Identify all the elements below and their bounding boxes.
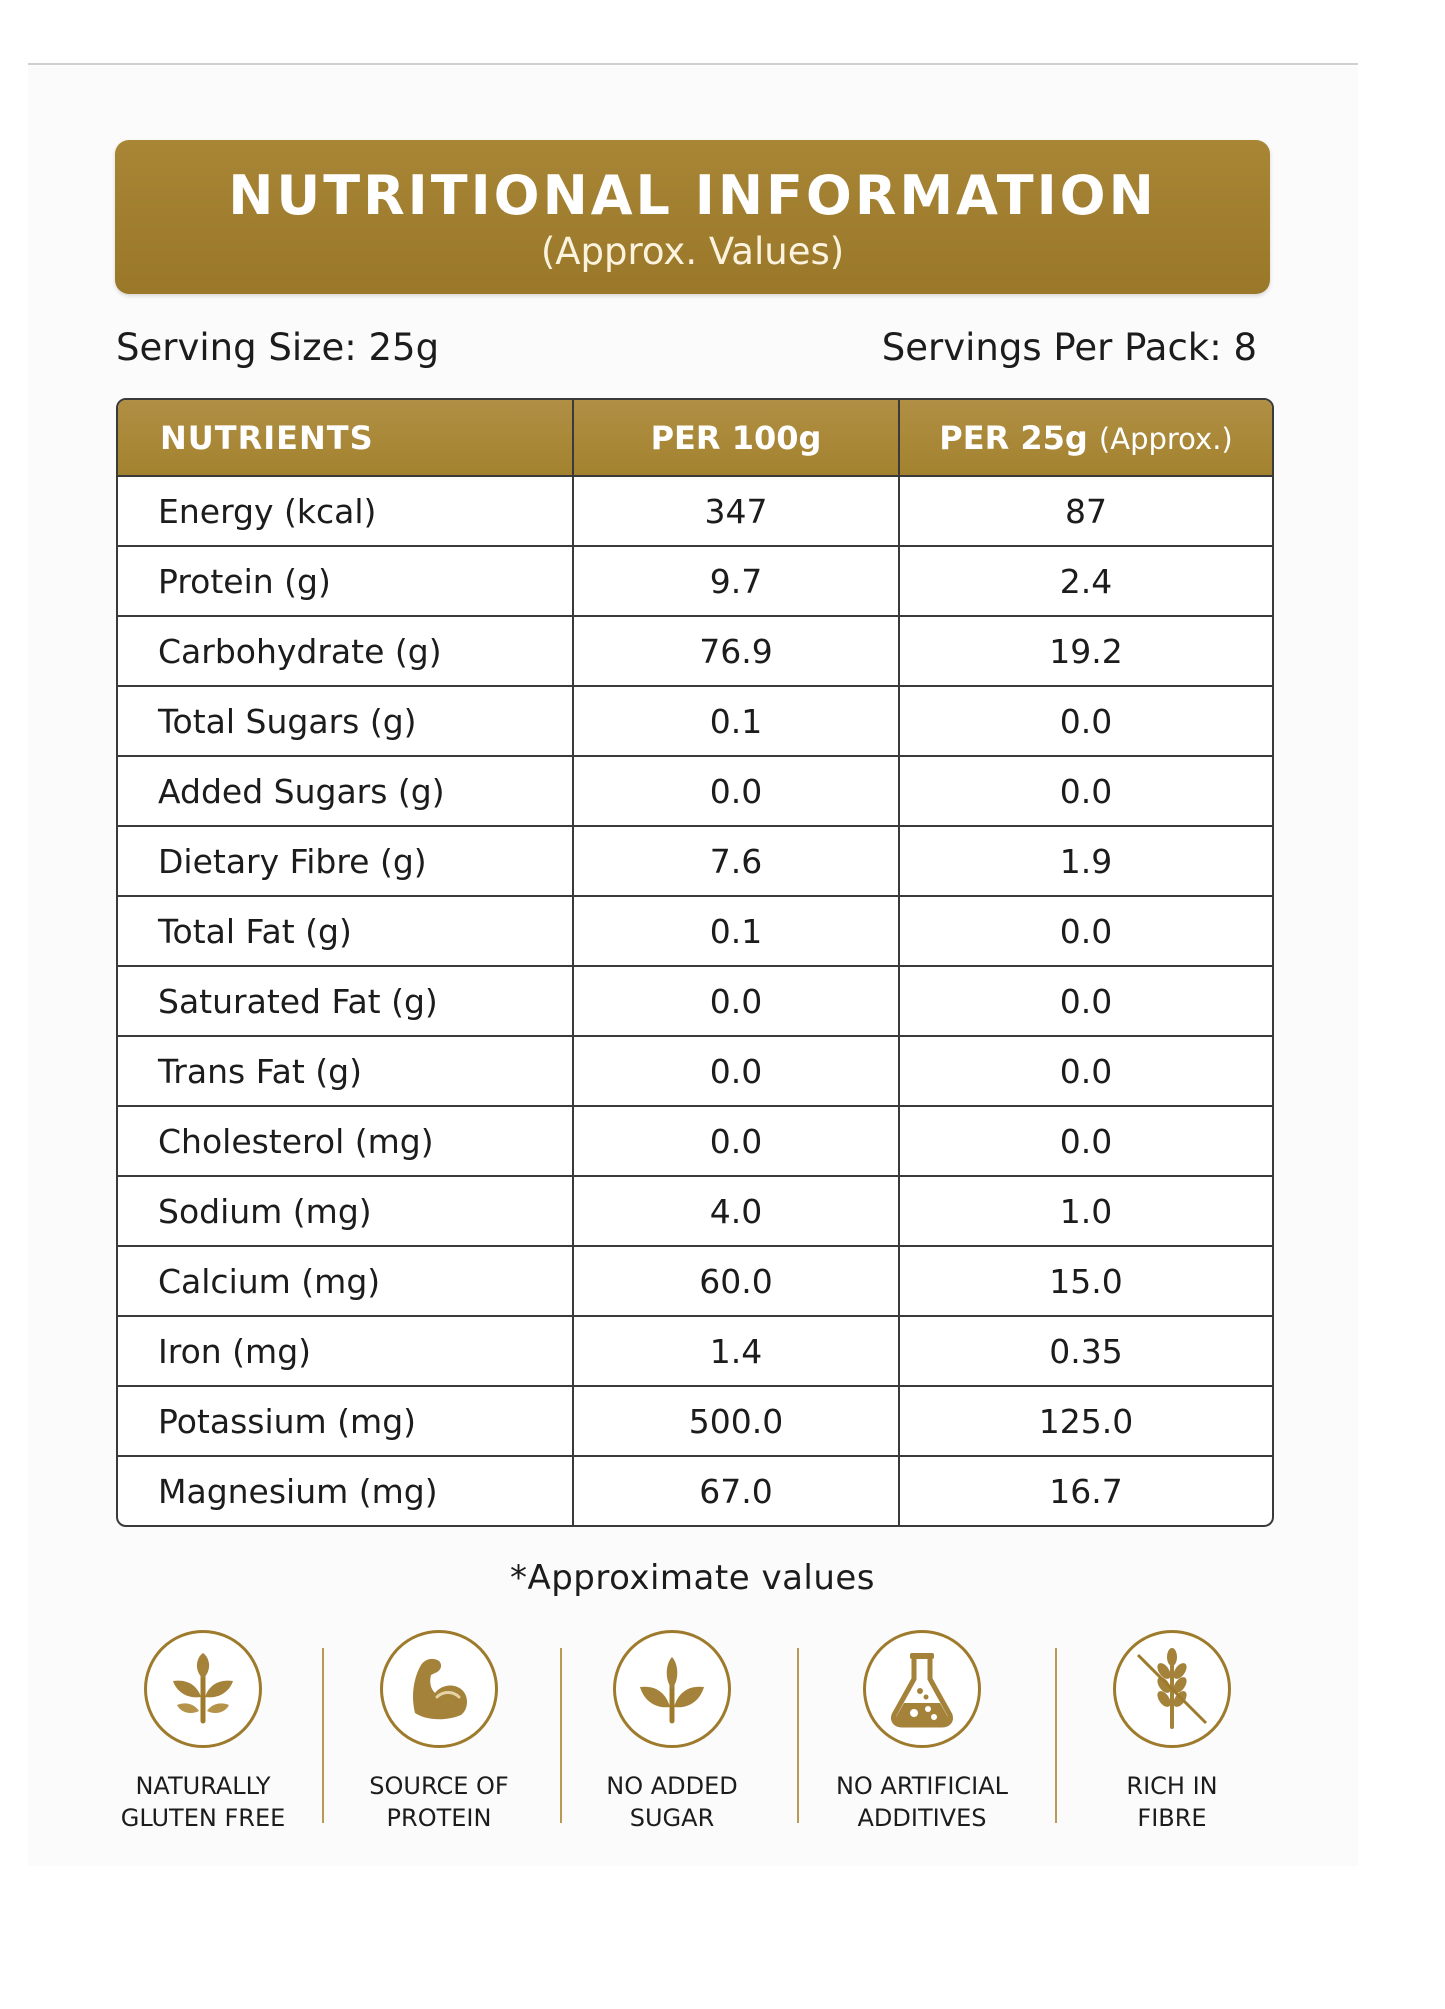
nutrient-name: Saturated Fat (g) [118,967,574,1037]
value-per-100g: 60.0 [574,1247,900,1317]
footnote: *Approximate values [509,1558,876,1598]
badge-label-line2: FIBRE [1137,1804,1207,1832]
table-row [118,617,1272,687]
table-row [118,757,1272,827]
table-row [118,1317,1272,1387]
badge-separator [797,1648,799,1823]
nutrition-table [116,398,1274,1527]
badge-label-line1: NATURALLY [135,1772,271,1800]
badge-no-added-sugar [572,1630,772,1834]
badge-icon-circle [380,1630,498,1748]
value-per-100g: 67.0 [574,1457,900,1525]
leaf-sprout-icon [632,1649,712,1729]
nutrient-name: Calcium (mg) [118,1247,574,1317]
value-per-25g: 0.0 [900,757,1272,827]
value-per-100g: 0.0 [574,757,900,827]
nutrient-name: Iron (mg) [118,1317,574,1387]
wheat-crossed-icon [1124,1641,1220,1737]
badge-label-line1: RICH IN [1126,1772,1218,1800]
value-per-25g: 0.0 [900,897,1272,967]
badge-icon-circle [613,1630,731,1748]
table-row [118,547,1272,617]
value-per-100g: 0.0 [574,1107,900,1177]
value-per-25g: 16.7 [1049,1471,1123,1511]
badge-gluten-free [103,1630,303,1834]
badge-separator [322,1648,324,1823]
badge-label-line2: SUGAR [629,1804,715,1832]
title-banner [115,140,1270,294]
nutrient-name: Total Fat (g) [118,897,574,967]
nutrient-name: Energy (kcal) [118,477,574,547]
badge-label-line2: GLUTEN FREE [120,1804,286,1832]
value-per-100g: 0.1 [574,897,900,967]
badge-no-artificial-additives [822,1630,1022,1834]
header-nutrients: NUTRIENTS [118,400,574,477]
badge-icon-circle [144,1630,262,1748]
nutrient-name: Magnesium (mg) [118,1457,574,1525]
serving-size: Serving Size: 25g [116,326,440,369]
badge-separator [560,1648,562,1823]
table-row [118,687,1272,757]
value-per-25g: 0.0 [900,967,1272,1037]
nutrient-name: Sodium (mg) [118,1177,574,1247]
value-per-100g: 0.1 [574,687,900,757]
flexed-arm-icon [397,1647,481,1731]
table-row [118,477,1272,547]
header-per-100g: PER 100g [574,400,900,477]
nutrient-name: Added Sugars (g) [118,757,574,827]
header-per-25g-label: PER 25g [939,418,1088,457]
value-per-100g: 0.0 [574,967,900,1037]
value-per-25g: 1.9 [900,827,1272,897]
lab-flask-icon [880,1647,964,1731]
page-subtitle: (Approx. Values) [540,230,845,273]
badge-icon-circle [863,1630,981,1748]
badge-label [822,1770,1022,1834]
badge-label [572,1770,772,1834]
badge-separator [1055,1648,1057,1823]
nutrient-name: Cholesterol (mg) [118,1107,574,1177]
servings-per-pack: Servings Per Pack: 8 [881,326,1257,369]
table-row [118,1457,1272,1525]
badge-label-line2: PROTEIN [386,1804,492,1832]
value-per-100g: 500.0 [574,1387,900,1457]
badge-label-line1: SOURCE OF [369,1772,509,1800]
value-per-25g: 125.0 [900,1387,1272,1457]
table-row [118,1107,1272,1177]
value-per-25g: 2.4 [900,547,1272,617]
badge-rich-in-fibre [1072,1630,1272,1834]
nutrient-name: Protein (g) [118,547,574,617]
plant-sprout-icon [163,1649,243,1729]
table-row [118,1387,1272,1457]
table-row [118,1037,1272,1107]
header-per-25g-note: (Approx.) [1098,421,1233,456]
badge-icon-circle [1113,1630,1231,1748]
value-per-100g: 347 [574,477,900,547]
nutrient-name: Trans Fat (g) [118,1037,574,1107]
value-per-25g: 0.35 [900,1317,1272,1387]
nutrient-name: Total Sugars (g) [118,687,574,757]
badge-label-line2: ADDITIVES [857,1804,987,1832]
header-per-25g [900,400,1272,477]
nutrient-name: Dietary Fibre (g) [118,827,574,897]
badge-label [1072,1770,1272,1834]
value-per-25g: 0.0 [900,1107,1272,1177]
badge-label [103,1770,303,1834]
badge-label [339,1770,539,1834]
value-per-25g: 15.0 [900,1247,1272,1317]
value-per-100g: 76.9 [574,617,900,687]
value-per-25g: 87 [900,477,1272,547]
table-row [118,967,1272,1037]
value-per-25g: 19.2 [900,617,1272,687]
value-per-100g: 9.7 [574,547,900,617]
feature-badges [115,1630,1275,1840]
page-title: NUTRITIONAL INFORMATION [228,164,1157,227]
value-per-25g: 1.0 [900,1177,1272,1247]
value-per-25g: 0.0 [900,687,1272,757]
value-per-100g: 7.6 [574,827,900,897]
table-row [118,897,1272,967]
table-row [118,1177,1272,1247]
value-per-100g: 4.0 [574,1177,900,1247]
table-row [118,1247,1272,1317]
badge-label-line1: NO ARTIFICIAL [835,1772,1009,1800]
badge-label-line1: NO ADDED [606,1772,738,1800]
nutrient-name: Carbohydrate (g) [118,617,574,687]
nutrient-name: Potassium (mg) [118,1387,574,1457]
value-per-100g: 1.4 [574,1317,900,1387]
value-per-100g: 0.0 [574,1037,900,1107]
table-row [118,827,1272,897]
badge-protein [339,1630,539,1834]
table-header-row [118,400,1272,477]
top-divider [28,63,1358,65]
value-per-25g: 0.0 [900,1037,1272,1107]
